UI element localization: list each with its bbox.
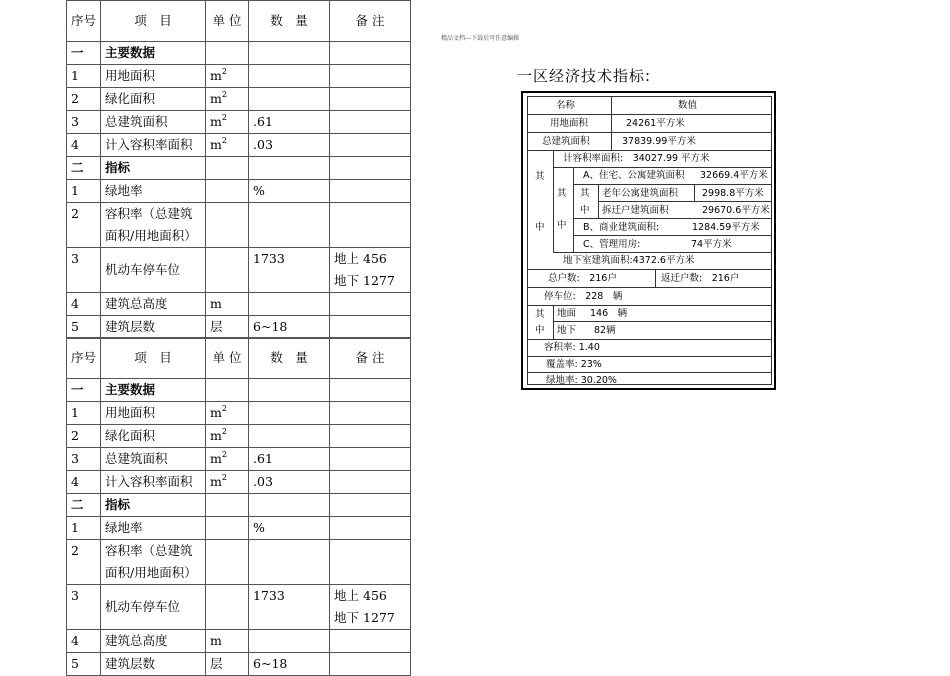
panel-title: 一区经济技术指标: bbox=[517, 67, 652, 85]
cell-note bbox=[330, 630, 411, 653]
cell-unit bbox=[206, 402, 249, 425]
note-line-1: 地上 456 bbox=[334, 588, 387, 603]
header-note: 备 注 bbox=[330, 1, 411, 42]
cell-unit bbox=[206, 157, 249, 180]
underground-area-line: 地下室建筑面积:4372.6平方米 bbox=[563, 255, 695, 266]
cell-qty bbox=[249, 88, 330, 111]
cell-note bbox=[330, 494, 411, 517]
cell-item: 主要数据 bbox=[101, 379, 206, 402]
households-count: 总户数: 216户 bbox=[548, 273, 617, 284]
ground-parking-value: 146 辆 bbox=[590, 308, 628, 319]
cell-note bbox=[330, 42, 411, 65]
table-row bbox=[67, 65, 411, 88]
cell-no: 一 bbox=[67, 379, 101, 402]
cell-no: 3 bbox=[67, 448, 101, 471]
cell-qty: 1733 bbox=[249, 585, 330, 630]
cell-note bbox=[330, 180, 411, 203]
section-row bbox=[67, 157, 411, 180]
cell-item: 用地面积 bbox=[101, 65, 206, 88]
cell-no: 1 bbox=[67, 517, 101, 540]
cell-item: 指标 bbox=[101, 494, 206, 517]
note-line-1: 地上 456 bbox=[334, 251, 387, 266]
cell-qty bbox=[249, 630, 330, 653]
cell-item: 建筑总高度 bbox=[101, 630, 206, 653]
table-header-row bbox=[67, 1, 411, 42]
section-row bbox=[67, 42, 411, 65]
header-no: 序号 bbox=[67, 338, 101, 379]
cell-qty: 6~18 bbox=[249, 653, 330, 676]
cell-unit bbox=[206, 448, 249, 471]
green-ratio: 绿地率: 30.20% bbox=[546, 375, 617, 386]
qi-char-2: 其 bbox=[557, 188, 567, 199]
residential-area-value: 32669.4平方米 bbox=[700, 170, 768, 181]
cell-no: 一 bbox=[67, 42, 101, 65]
cell-item: 容积率（总建筑面积/用地面积） bbox=[101, 203, 206, 248]
management-area-label: C、管理用房: bbox=[583, 239, 641, 250]
cell-qty bbox=[249, 42, 330, 65]
table-row bbox=[67, 316, 411, 339]
cell-no: 1 bbox=[67, 180, 101, 203]
unit-superscript: 2 bbox=[221, 113, 227, 122]
cell-no: 3 bbox=[67, 585, 101, 630]
cell-note bbox=[330, 248, 411, 293]
cell-qty bbox=[249, 540, 330, 585]
cell-item: 容积率（总建筑面积/用地面积） bbox=[101, 540, 206, 585]
table-header-row bbox=[67, 338, 411, 379]
header-qty: 数 量 bbox=[249, 338, 330, 379]
cell-no: 1 bbox=[67, 402, 101, 425]
cell-qty bbox=[249, 157, 330, 180]
cell-item: 机动车停车位 bbox=[101, 248, 206, 293]
cell-item: 指标 bbox=[101, 157, 206, 180]
indicator-panel-inner bbox=[527, 96, 772, 385]
cell-item: 计入容积率面积 bbox=[101, 134, 206, 157]
management-area-value: 74平方米 bbox=[691, 239, 732, 250]
cell-qty: % bbox=[249, 180, 330, 203]
cell-note bbox=[330, 402, 411, 425]
cell-no: 3 bbox=[67, 248, 101, 293]
cell-no: 3 bbox=[67, 111, 101, 134]
unit-superscript: 2 bbox=[221, 404, 227, 413]
cell-qty: .03 bbox=[249, 134, 330, 157]
cell-note bbox=[330, 88, 411, 111]
cell-note bbox=[330, 379, 411, 402]
cell-unit bbox=[206, 379, 249, 402]
table-row bbox=[67, 402, 411, 425]
floor-area-ratio: 容积率: 1.40 bbox=[544, 342, 600, 353]
cell-unit bbox=[206, 203, 249, 248]
cell-qty: % bbox=[249, 517, 330, 540]
unit-text: m bbox=[210, 451, 222, 466]
cell-note bbox=[330, 653, 411, 676]
cell-unit bbox=[206, 540, 249, 585]
zhong-char-3: 中 bbox=[580, 205, 590, 216]
qi-char-3: 其 bbox=[580, 188, 590, 199]
cell-qty: .61 bbox=[249, 448, 330, 471]
cell-item: 总建筑面积 bbox=[101, 448, 206, 471]
cell-qty bbox=[249, 65, 330, 88]
header-unit: 单 位 bbox=[206, 338, 249, 379]
cell-item: 绿化面积 bbox=[101, 425, 206, 448]
table-row bbox=[67, 448, 411, 471]
commercial-area-label: B、商业建筑面积: bbox=[583, 222, 660, 233]
cell-no: 4 bbox=[67, 134, 101, 157]
table-row bbox=[67, 293, 411, 316]
header-item: 项 目 bbox=[101, 338, 206, 379]
cell-unit bbox=[206, 111, 249, 134]
cell-no: 1 bbox=[67, 65, 101, 88]
cell-no: 2 bbox=[67, 425, 101, 448]
cell-unit bbox=[206, 585, 249, 630]
cell-no: 2 bbox=[67, 88, 101, 111]
table-row bbox=[67, 111, 411, 134]
cell-item: 建筑层数 bbox=[101, 653, 206, 676]
cell-no: 2 bbox=[67, 540, 101, 585]
relocation-area-value: 29670.6平方米 bbox=[702, 205, 770, 216]
cell-item: 主要数据 bbox=[101, 42, 206, 65]
table-row bbox=[67, 88, 411, 111]
cell-note bbox=[330, 448, 411, 471]
cell-unit bbox=[206, 65, 249, 88]
table-row bbox=[67, 180, 411, 203]
cell-note bbox=[330, 157, 411, 180]
cell-unit bbox=[206, 425, 249, 448]
cell-unit bbox=[206, 42, 249, 65]
table-row bbox=[67, 248, 411, 293]
cell-unit: m bbox=[206, 293, 249, 316]
table-row bbox=[67, 134, 411, 157]
note-line-2: 地下 1277 bbox=[334, 273, 395, 288]
cell-unit bbox=[206, 248, 249, 293]
col-name-header: 名称 bbox=[556, 100, 576, 111]
unit-superscript: 2 bbox=[221, 136, 227, 145]
header-unit: 单 位 bbox=[206, 1, 249, 42]
table-row bbox=[67, 517, 411, 540]
unit-text: m bbox=[210, 428, 222, 443]
relocation-area-label: 拆迁户建筑面积 bbox=[602, 205, 669, 216]
cell-qty bbox=[249, 494, 330, 517]
cell-note bbox=[330, 517, 411, 540]
unit-superscript: 2 bbox=[221, 473, 227, 482]
cell-note bbox=[330, 585, 411, 630]
table-row bbox=[67, 540, 411, 585]
cell-note bbox=[330, 111, 411, 134]
relocated-households: 返迁户数: 216户 bbox=[661, 273, 740, 284]
watermark-note: 精品文档---下载后可任意编辑 bbox=[441, 35, 520, 42]
gfa-value: 37839.99平方米 bbox=[622, 136, 696, 147]
elderly-area-label: 老年公寓建筑面积 bbox=[602, 188, 679, 199]
cell-item: 建筑层数 bbox=[101, 316, 206, 339]
cell-no: 4 bbox=[67, 471, 101, 494]
ground-parking-label: 地面 bbox=[557, 308, 577, 319]
commercial-area-value: 1284.59平方米 bbox=[692, 222, 760, 233]
cell-unit: 层 bbox=[206, 316, 249, 339]
cell-qty bbox=[249, 203, 330, 248]
unit-text: m bbox=[210, 137, 222, 152]
cell-item: 用地面积 bbox=[101, 402, 206, 425]
cell-no: 2 bbox=[67, 203, 101, 248]
unit-superscript: 2 bbox=[221, 427, 227, 436]
cell-unit bbox=[206, 88, 249, 111]
coverage-ratio: 覆盖率: 23% bbox=[546, 359, 602, 370]
table-row bbox=[67, 203, 411, 248]
cell-note bbox=[330, 316, 411, 339]
elderly-area-value: 2998.8平方米 bbox=[702, 188, 764, 199]
cell-item: 绿地率 bbox=[101, 180, 206, 203]
cell-unit: 层 bbox=[206, 653, 249, 676]
header-item: 项 目 bbox=[101, 1, 206, 42]
qi-char-1: 其 bbox=[535, 171, 545, 182]
table-row bbox=[67, 425, 411, 448]
cell-note bbox=[330, 540, 411, 585]
cell-unit bbox=[206, 494, 249, 517]
section-row bbox=[67, 494, 411, 517]
unit-text: m bbox=[210, 405, 222, 420]
cell-no: 二 bbox=[67, 157, 101, 180]
cell-no: 4 bbox=[67, 293, 101, 316]
cell-unit bbox=[206, 180, 249, 203]
unit-superscript: 2 bbox=[221, 90, 227, 99]
cell-note bbox=[330, 471, 411, 494]
cell-qty: .03 bbox=[249, 471, 330, 494]
cell-qty: 6~18 bbox=[249, 316, 330, 339]
cell-note bbox=[330, 65, 411, 88]
cell-item: 绿地率 bbox=[101, 517, 206, 540]
cell-qty: .61 bbox=[249, 111, 330, 134]
table-row bbox=[67, 585, 411, 630]
col-value-header: 数值 bbox=[678, 100, 698, 111]
section-row bbox=[67, 379, 411, 402]
cell-no: 5 bbox=[67, 316, 101, 339]
cell-item: 总建筑面积 bbox=[101, 111, 206, 134]
cell-no: 二 bbox=[67, 494, 101, 517]
unit-text: m bbox=[210, 68, 222, 83]
header-note: 备 注 bbox=[330, 338, 411, 379]
unit-text: m bbox=[210, 114, 222, 129]
land-area-label: 用地面积 bbox=[550, 118, 589, 129]
header-qty: 数 量 bbox=[249, 1, 330, 42]
parking-total: 停车位: 228 辆 bbox=[544, 291, 623, 302]
gfa-label: 总建筑面积 bbox=[542, 136, 590, 147]
cell-unit bbox=[206, 471, 249, 494]
cell-note bbox=[330, 293, 411, 316]
far-area-line: 计容积率面积: 34027.99 平方米 bbox=[563, 153, 710, 164]
table-row bbox=[67, 471, 411, 494]
cell-qty: 1733 bbox=[249, 248, 330, 293]
underground-parking-label: 地下 bbox=[557, 325, 577, 336]
cell-qty bbox=[249, 425, 330, 448]
zhong-char-1: 中 bbox=[535, 222, 545, 233]
cell-item: 计入容积率面积 bbox=[101, 471, 206, 494]
unit-superscript: 2 bbox=[221, 67, 227, 76]
header-no: 序号 bbox=[67, 1, 101, 42]
cell-qty bbox=[249, 379, 330, 402]
table-row bbox=[67, 630, 411, 653]
cell-qty bbox=[249, 402, 330, 425]
note-line-2: 地下 1277 bbox=[334, 610, 395, 625]
cell-note bbox=[330, 425, 411, 448]
underground-parking-value: 82辆 bbox=[594, 325, 616, 336]
indicator-table-2 bbox=[66, 337, 411, 676]
cell-unit bbox=[206, 134, 249, 157]
cell-no: 4 bbox=[67, 630, 101, 653]
cell-unit bbox=[206, 517, 249, 540]
zhong-char-4: 中 bbox=[535, 325, 545, 336]
zhong-char-2: 中 bbox=[557, 220, 567, 231]
unit-text: m bbox=[210, 91, 222, 106]
indicator-panel bbox=[521, 91, 776, 390]
cell-qty bbox=[249, 293, 330, 316]
qi-char-4: 其 bbox=[535, 309, 545, 320]
land-area-value: 24261平方米 bbox=[626, 118, 685, 129]
cell-item: 建筑总高度 bbox=[101, 293, 206, 316]
cell-item: 绿化面积 bbox=[101, 88, 206, 111]
unit-superscript: 2 bbox=[221, 450, 227, 459]
indicator-table-1 bbox=[66, 0, 411, 339]
cell-note bbox=[330, 134, 411, 157]
cell-note bbox=[330, 203, 411, 248]
table-row bbox=[67, 653, 411, 676]
cell-no: 5 bbox=[67, 653, 101, 676]
unit-text: m bbox=[210, 474, 222, 489]
cell-item: 机动车停车位 bbox=[101, 585, 206, 630]
residential-area-label: A、住宅、公寓建筑面积 bbox=[583, 170, 685, 181]
cell-unit: m bbox=[206, 630, 249, 653]
